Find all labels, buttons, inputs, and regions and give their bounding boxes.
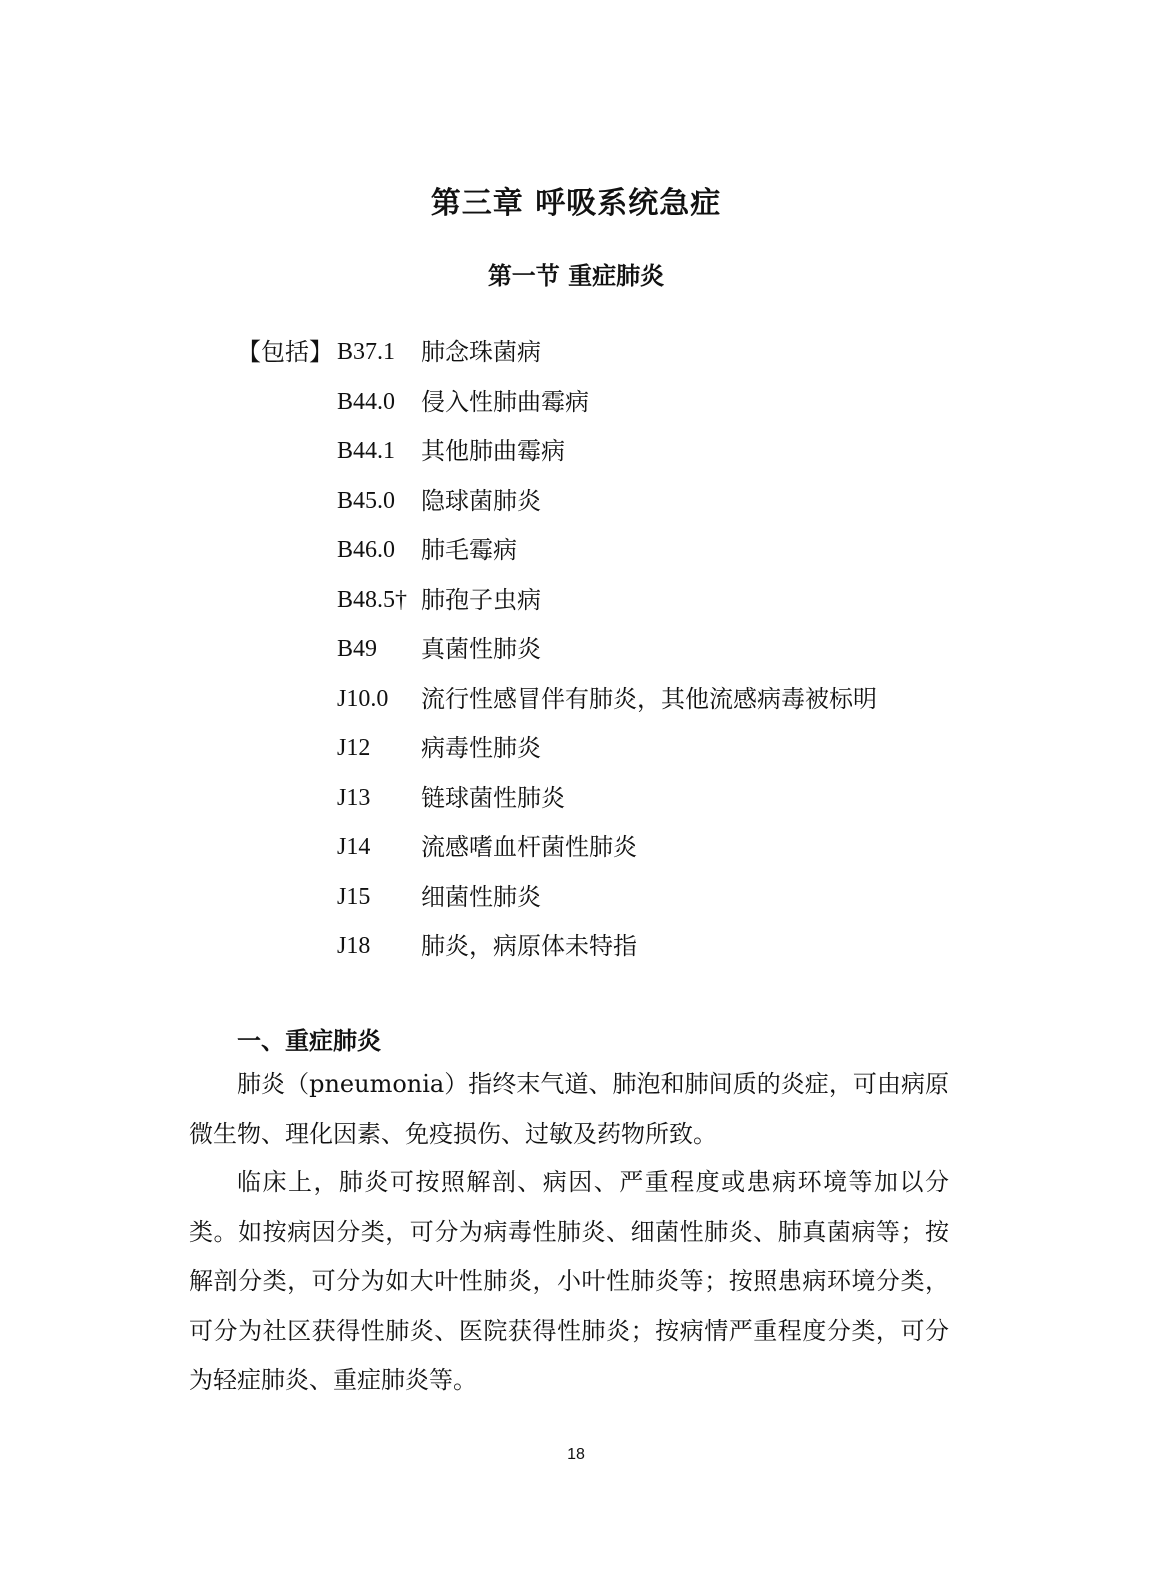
code: J14	[337, 834, 371, 860]
list-item	[337, 931, 877, 981]
code-name: 真菌性肺炎	[421, 635, 541, 663]
list-item	[337, 436, 877, 486]
code: B44.1	[337, 438, 396, 464]
paragraph-classification: 临床上，肺炎可按照解剖、病因、严重程度或患病环境等加以分类。如按病因分类，可分为病毒性肺炎、细菌性肺炎、肺真菌病等；按解剖分类，可分为如大叶性肺炎，小叶性肺炎等；按照患病环境分类，可分为社区获得性肺炎、医院获得性肺炎；按病情严重程度分类，可分为轻症肺炎、重症肺炎等。	[189, 1168, 949, 1394]
code-name: 其他肺曲霉病	[421, 437, 565, 465]
list-item	[337, 684, 877, 734]
code: B45.0	[337, 487, 396, 514]
list-item	[337, 337, 877, 387]
list-item	[337, 486, 877, 536]
code: B44.0	[337, 388, 396, 415]
code-name: 侵入性肺曲霉病	[421, 387, 589, 416]
code-name: 肺念珠菌病	[421, 338, 541, 366]
code-name: 链球菌性肺炎	[421, 783, 565, 812]
code-name: 病毒性肺炎	[421, 734, 541, 762]
code: J10.0	[337, 685, 389, 712]
list-item	[337, 634, 877, 684]
code-name: 肺炎，病原体未特指	[421, 932, 637, 960]
code: J12	[337, 735, 371, 761]
code: B48.5†	[337, 586, 408, 613]
code: J13	[337, 784, 371, 811]
code-name: 流行性感冒伴有肺炎，其他流感病毒被标明	[421, 684, 877, 713]
code-name: 隐球菌肺炎	[421, 486, 541, 515]
code: B37.1	[337, 339, 396, 365]
chapter-title: 第三章 呼吸系统急症	[430, 186, 722, 221]
list-item	[337, 832, 877, 882]
list-item	[337, 733, 877, 783]
code-name: 肺孢子虫病	[421, 585, 541, 614]
code: J15	[337, 883, 371, 910]
subheading: 一、重症肺炎	[237, 1027, 381, 1055]
paragraph-definition: 肺炎（pneumonia）指终末气道、肺泡和肺间质的炎症，可由病原微生物、理化因素、免疫损伤、过敏及药物所致。	[189, 1070, 949, 1148]
includes-label: 【包括】	[237, 338, 333, 366]
list-item	[337, 783, 877, 833]
list-item	[337, 387, 877, 437]
page-number: 18	[567, 1446, 585, 1463]
code-name: 细菌性肺炎	[421, 882, 541, 911]
section-title: 第一节 重症肺炎	[487, 262, 665, 290]
code: B49	[337, 636, 378, 662]
diagnosis-code-list	[337, 337, 877, 981]
code-name: 肺毛霉病	[421, 536, 517, 564]
list-item	[337, 535, 877, 585]
code: B46.0	[337, 537, 396, 563]
code: J18	[337, 933, 371, 959]
list-item	[337, 585, 877, 635]
list-item	[337, 882, 877, 932]
code-name: 流感嗜血杆菌性肺炎	[421, 833, 637, 861]
